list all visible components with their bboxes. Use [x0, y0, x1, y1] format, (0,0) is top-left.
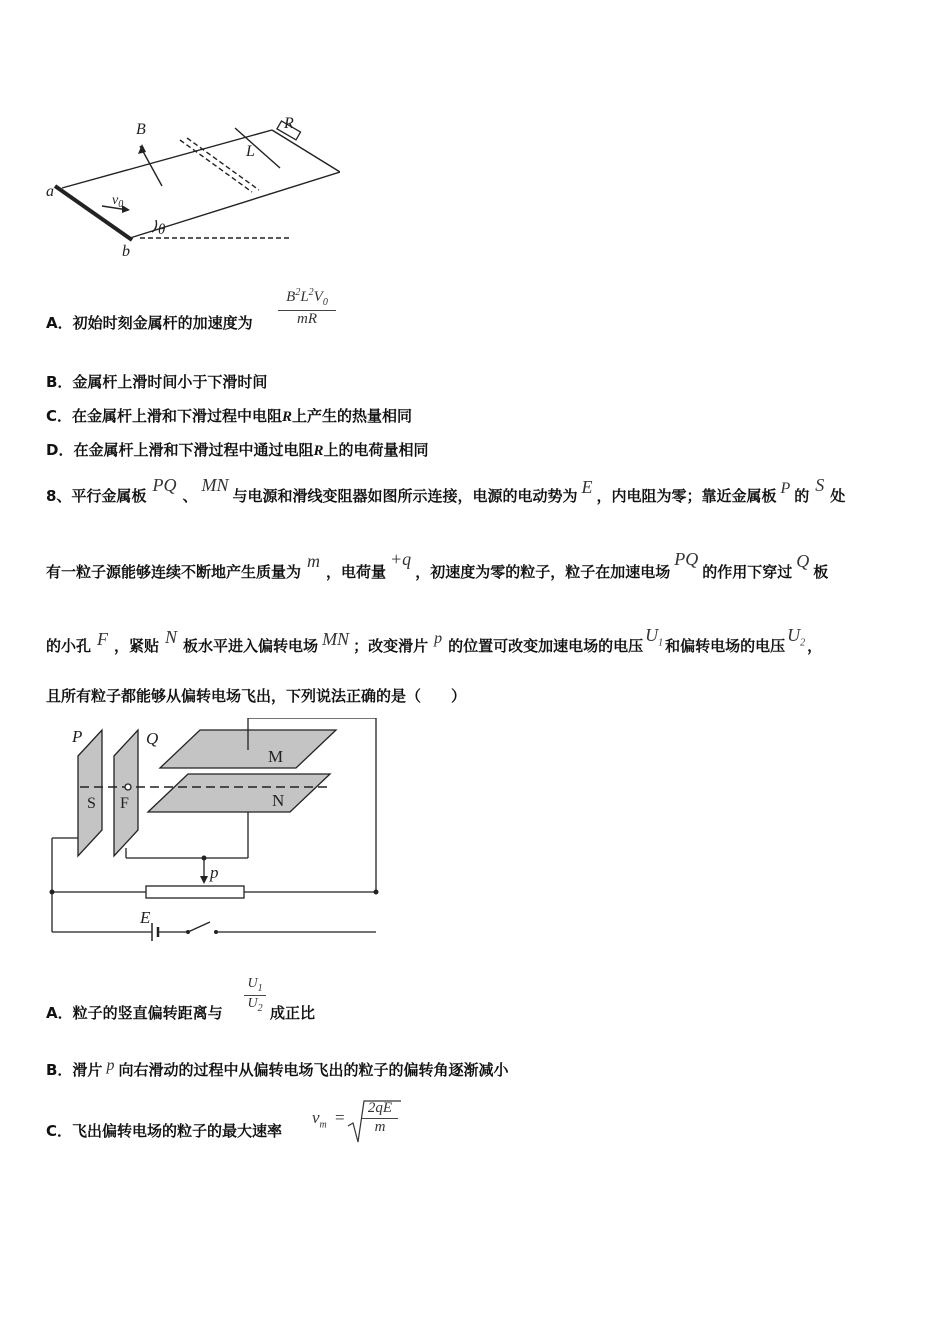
- fraction-denominator: $U_2$: [247, 995, 263, 1014]
- q7-option-c: C．在金属杆上滑和下滑过程中电阻R上产生的热量相同: [46, 407, 413, 425]
- q7-option-a-fraction: [278, 287, 336, 328]
- label-P: P: [72, 727, 83, 746]
- label-p: p: [210, 863, 219, 882]
- label-Q: Q: [146, 729, 159, 748]
- label-v0: $v_0$: [112, 193, 124, 210]
- fraction-denominator: mR: [297, 311, 317, 327]
- fraction-denominator: m: [374, 1119, 386, 1135]
- fraction-numerator: $B^2L^2V_0$: [278, 287, 336, 311]
- figure-inclined-rails: [40, 110, 340, 270]
- q8-option-a-fraction: [244, 976, 266, 1014]
- q8-option-c-fraction: [362, 1100, 398, 1136]
- q7-option-d: D．在金属杆上滑和下滑过程中通过电阻R上的电荷量相同: [46, 441, 429, 459]
- q8-option-a: A．粒子的竖直偏转距离与: [46, 1004, 223, 1022]
- label-F: F: [120, 795, 129, 812]
- figure-circuit: [40, 718, 390, 943]
- label-E: E: [140, 908, 151, 927]
- q8-option-c: C．飞出偏转电场的粒子的最大速率: [46, 1122, 283, 1140]
- label-R: R: [284, 115, 294, 132]
- label-a: a: [46, 183, 54, 200]
- label-theta: θ: [158, 222, 166, 238]
- fraction-numerator: 2qE: [362, 1100, 398, 1119]
- label-S: S: [87, 795, 96, 812]
- q8-stem-line-2: 有一粒子源能够连续不断地产生质量为m，电荷量+q，初速度为零的粒子，粒子在加速电场PQ的作用下穿过Q板: [46, 549, 829, 581]
- q8-option-b: B．滑片 p 向右滑动的过程中从偏转电场飞出的粒子的偏转角逐渐减小: [46, 1057, 509, 1079]
- q8-stem-line-1: 8、平行金属板PQ、MN与电源和滑线变阻器如图所示连接，电源的电动势为 E ，内电阻为零；靠近金属板 P 的S处: [46, 475, 846, 505]
- q8-option-a-tail: 成正比: [270, 1004, 316, 1022]
- q7-option-a: A．初始时刻金属杆的加速度为: [46, 314, 253, 332]
- label-B: B: [136, 121, 146, 138]
- label-b: b: [122, 243, 130, 260]
- q8-option-c-velocity: $v_m$ =: [312, 1108, 345, 1131]
- label-L: L: [246, 143, 255, 160]
- label-N: N: [272, 791, 285, 810]
- fraction-numerator: $U_1$: [244, 976, 266, 996]
- q8-stem-line-4: 且所有粒子都能够从偏转电场飞出，下列说法正确的是（ ）: [46, 687, 467, 705]
- q7-option-b: B．金属杆上滑时间小于下滑时间: [46, 373, 268, 391]
- q8-stem-line-3: 的小孔 F ，紧贴 N 板水平进入偏转电场 MN ；改变滑片 p 的位置可改变加速电场的电压$U_1$ 和偏转电场的电压$U_2$ ，: [46, 625, 823, 655]
- label-M: M: [268, 747, 284, 766]
